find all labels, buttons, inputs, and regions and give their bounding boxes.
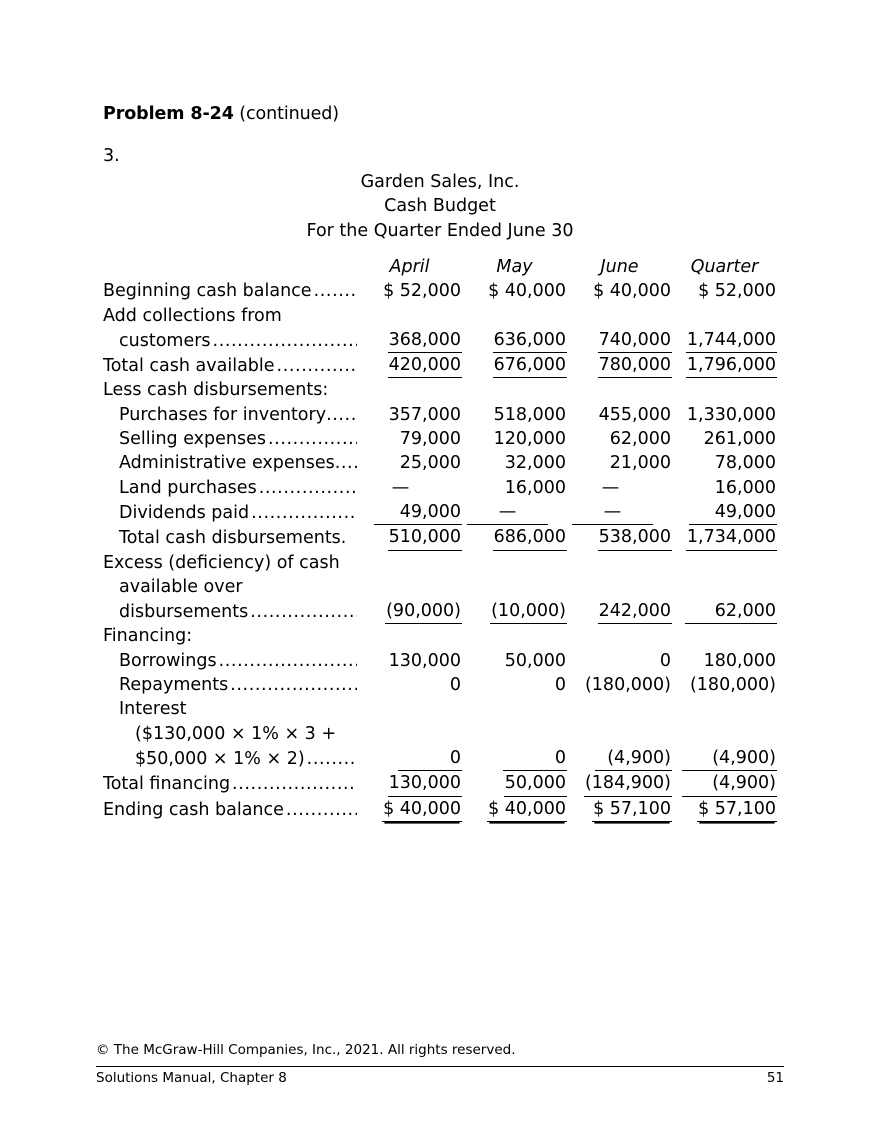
item-number: 3. — [103, 146, 120, 166]
cell-total-available-june: 780,000 — [567, 353, 672, 378]
leader-dots — [219, 649, 357, 673]
row-label-total-disbursements: Total cash disbursements. — [119, 528, 347, 549]
cell-empty — [672, 697, 777, 721]
table-row — [103, 722, 777, 746]
table-row — [103, 697, 777, 721]
cell-administrative-june: 21,000 — [609, 453, 671, 474]
table-row — [103, 575, 777, 599]
cell-empty — [567, 551, 672, 575]
leader-dots — [213, 329, 357, 353]
cash-budget-table-wrapper — [103, 255, 777, 822]
cell-dividends-may: — — [462, 500, 567, 525]
statement-title: Cash Budget — [384, 196, 496, 217]
cell-interest-april: 0 — [357, 746, 462, 771]
table-row — [103, 427, 777, 451]
cell-empty — [567, 304, 672, 328]
cell-land-quarter: 16,000 — [714, 477, 776, 498]
cell-borrowings-june: 0 — [659, 650, 671, 671]
row-label-dividends: Dividends paid ..... — [103, 500, 357, 525]
table-row — [103, 797, 777, 822]
table-row — [103, 746, 777, 771]
row-label-customers: customers ..... — [103, 328, 357, 353]
page-title — [103, 104, 339, 124]
row-label-add-collections: Add collections from — [103, 305, 282, 326]
row-label-interest: Interest — [119, 699, 187, 720]
company-name: Garden Sales, Inc. — [360, 172, 520, 192]
cell-empty — [567, 697, 672, 721]
column-header-june: June — [600, 257, 639, 277]
cell-repayments-april: 0 — [449, 675, 461, 696]
cell-land-june: — — [601, 477, 620, 498]
column-header-may: May — [496, 257, 533, 277]
row-label-repayments: Repayments ..... — [103, 673, 357, 697]
table-header-row — [103, 255, 777, 279]
table-row — [103, 551, 777, 575]
table-row — [103, 624, 777, 648]
cell-empty — [462, 378, 567, 402]
cell-empty — [462, 624, 567, 648]
cell-beginning-cash-june: $ 40,000 — [593, 281, 671, 302]
cell-excess-june: 242,000 — [567, 599, 672, 624]
cell-interest-june: (4,900) — [567, 746, 672, 771]
cell-empty — [462, 697, 567, 721]
leader-dots — [314, 279, 357, 303]
cell-purchases-quarter: 1,330,000 — [686, 404, 776, 425]
cell-selling-quarter: 261,000 — [703, 429, 776, 450]
cash-budget-table — [103, 255, 777, 822]
cell-dividends-june: — — [567, 500, 672, 525]
column-header-april: April — [389, 257, 430, 277]
cell-dividends-april: 49,000 — [357, 500, 462, 525]
row-label-ending-cash: Ending cash balance ..... — [103, 797, 357, 822]
leader-dots — [277, 354, 357, 378]
cell-empty — [357, 575, 462, 599]
cell-empty — [357, 551, 462, 575]
leader-dots — [251, 501, 357, 525]
cell-land-april: — — [391, 477, 410, 498]
cell-empty — [462, 575, 567, 599]
cell-total-available-april: 420,000 — [357, 353, 462, 378]
row-label-purchases: Purchases for inventory ..... — [103, 403, 357, 427]
cell-empty — [567, 624, 672, 648]
cell-empty — [357, 697, 462, 721]
table-row — [103, 649, 777, 673]
row-label-interest-formula-line2: $50,000 × 1% × 2) ..... — [103, 746, 357, 771]
cell-total-disbursements-june: 538,000 — [567, 525, 672, 550]
cell-empty — [672, 378, 777, 402]
cell-empty — [462, 722, 567, 746]
leader-dots — [230, 673, 357, 697]
cell-excess-april: (90,000) — [357, 599, 462, 624]
cell-empty — [672, 575, 777, 599]
cell-total-financing-april: 130,000 — [357, 771, 462, 796]
row-label-interest-formula-line1: ($130,000 × 1% × 3 + — [135, 723, 337, 744]
problem-label: Problem 8-24 — [103, 104, 234, 124]
cell-repayments-may: 0 — [554, 675, 566, 696]
leader-dots — [335, 451, 357, 475]
row-label-beginning-cash: Beginning cash balance ..... — [103, 279, 357, 303]
cell-empty — [357, 722, 462, 746]
row-label-total-available: Total cash available ..... — [103, 353, 357, 378]
table-row — [103, 304, 777, 328]
cell-borrowings-may: 50,000 — [504, 650, 566, 671]
row-label-borrowings: Borrowings ..... — [103, 649, 357, 673]
cell-excess-quarter: 62,000 — [672, 599, 777, 624]
cell-land-may: 16,000 — [504, 477, 566, 498]
cell-total-disbursements-may: 686,000 — [462, 525, 567, 550]
statement-heading — [103, 170, 777, 243]
cell-empty — [462, 304, 567, 328]
leader-dots — [232, 772, 357, 796]
table-row — [103, 451, 777, 475]
cell-purchases-april: 357,000 — [388, 404, 461, 425]
cell-borrowings-april: 130,000 — [388, 650, 461, 671]
footer-divider — [96, 1066, 784, 1067]
cell-total-disbursements-april: 510,000 — [357, 525, 462, 550]
cell-administrative-quarter: 78,000 — [714, 453, 776, 474]
cell-borrowings-quarter: 180,000 — [703, 650, 776, 671]
leader-dots — [286, 798, 357, 822]
cell-empty — [672, 722, 777, 746]
cell-empty — [567, 378, 672, 402]
cell-interest-may: 0 — [462, 746, 567, 771]
row-label-administrative: Administrative expenses ..... — [103, 451, 357, 475]
cell-total-available-may: 676,000 — [462, 353, 567, 378]
row-label-excess: disbursements ..... — [103, 599, 357, 624]
row-label-excess-line1: Excess (deficiency) of cash — [103, 552, 340, 573]
row-label-land: Land purchases ..... — [103, 476, 357, 500]
cell-selling-may: 120,000 — [493, 429, 566, 450]
cell-empty — [357, 378, 462, 402]
row-label-less-disbursements: Less cash disbursements: — [103, 380, 329, 401]
row-label-excess-line2: available over — [119, 576, 243, 597]
cell-customers-may: 636,000 — [462, 328, 567, 353]
cell-purchases-may: 518,000 — [493, 404, 566, 425]
table-row — [103, 599, 777, 624]
table-row — [103, 476, 777, 500]
cell-beginning-cash-quarter: $ 52,000 — [698, 281, 776, 302]
cell-administrative-april: 25,000 — [399, 453, 461, 474]
leader-dots — [268, 427, 357, 451]
cell-empty — [357, 624, 462, 648]
table-row — [103, 279, 777, 303]
cell-excess-may: (10,000) — [462, 599, 567, 624]
cell-empty — [357, 304, 462, 328]
table-row — [103, 353, 777, 378]
leader-dots — [307, 747, 357, 771]
column-header-quarter: Quarter — [690, 257, 759, 277]
cell-customers-june: 740,000 — [567, 328, 672, 353]
column-header-label — [103, 255, 357, 279]
copyright-notice: © The McGraw-Hill Companies, Inc., 2021. All rights reserved. — [96, 1042, 516, 1058]
cell-total-disbursements-quarter: 1,734,000 — [672, 525, 777, 550]
leader-dots — [250, 600, 357, 624]
row-label-total-financing: Total financing ..... — [103, 771, 357, 796]
table-row — [103, 673, 777, 697]
cell-beginning-cash-may: $ 40,000 — [488, 281, 566, 302]
cell-empty — [672, 624, 777, 648]
table-row — [103, 328, 777, 353]
cell-ending-cash-april: $ 40,000 — [357, 797, 462, 822]
cell-empty — [567, 575, 672, 599]
row-label-financing: Financing: — [103, 626, 193, 647]
cell-empty — [672, 551, 777, 575]
cell-repayments-june: (180,000) — [584, 675, 671, 696]
statement-period: For the Quarter Ended June 30 — [306, 220, 574, 241]
table-row — [103, 525, 777, 550]
leader-dots — [259, 476, 357, 500]
cell-ending-cash-quarter: $ 57,100 — [672, 797, 777, 822]
leader-dots — [326, 403, 357, 427]
cell-ending-cash-june: $ 57,100 — [567, 797, 672, 822]
cell-total-available-quarter: 1,796,000 — [672, 353, 777, 378]
row-label-selling: Selling expenses ..... — [103, 427, 357, 451]
cell-empty — [462, 551, 567, 575]
cell-empty — [567, 722, 672, 746]
footer-page-number: 51 — [766, 1070, 784, 1086]
table-row — [103, 500, 777, 525]
cell-dividends-quarter: 49,000 — [672, 500, 777, 525]
cell-total-financing-quarter: (4,900) — [672, 771, 777, 796]
table-row — [103, 771, 777, 796]
cell-total-financing-june: (184,900) — [567, 771, 672, 796]
cell-repayments-quarter: (180,000) — [689, 675, 776, 696]
cell-empty — [672, 304, 777, 328]
cell-beginning-cash-april: $ 52,000 — [383, 281, 461, 302]
cell-ending-cash-may: $ 40,000 — [462, 797, 567, 822]
footer-manual-label: Solutions Manual, Chapter 8 — [96, 1070, 287, 1086]
table-row — [103, 378, 777, 402]
cell-customers-quarter: 1,744,000 — [672, 328, 777, 353]
cell-administrative-may: 32,000 — [504, 453, 566, 474]
cell-customers-april: 368,000 — [357, 328, 462, 353]
cell-selling-june: 62,000 — [609, 429, 671, 450]
table-row — [103, 403, 777, 427]
problem-continued-label: (continued) — [233, 104, 340, 124]
cell-purchases-june: 455,000 — [598, 404, 671, 425]
cell-total-financing-may: 50,000 — [462, 771, 567, 796]
cell-interest-quarter: (4,900) — [672, 746, 777, 771]
cell-selling-april: 79,000 — [399, 429, 461, 450]
